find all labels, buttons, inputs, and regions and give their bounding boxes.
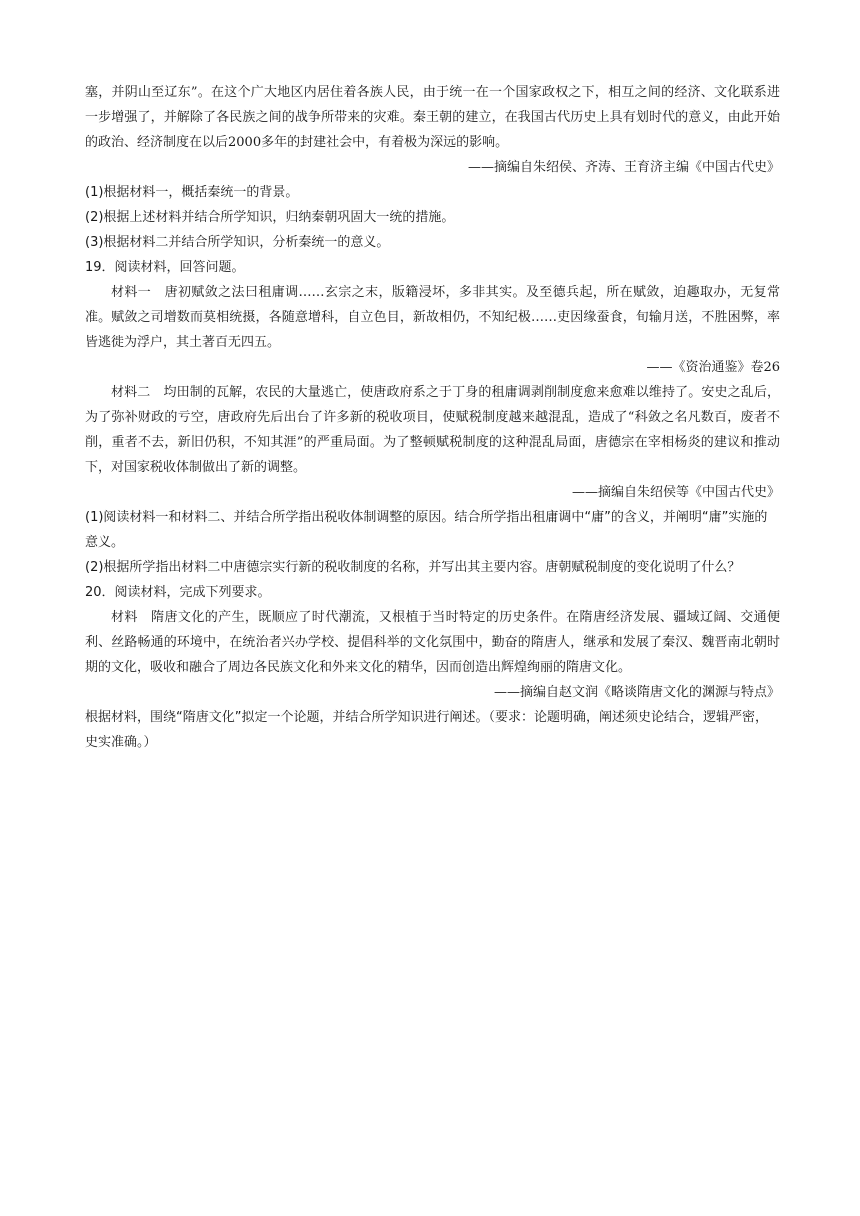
q20-heading: 20．阅读材料，完成下列要求。 — [85, 585, 271, 600]
q19-heading: 19．阅读材料，回答问题。 — [85, 260, 245, 275]
question-19-section — [85, 255, 780, 580]
q20-material: 材料 隋唐文化的产生，既顺应了时代潮流，又根植于当时特定的历史条件。在隋唐经济发展、疆域辽阔、交通便利、丝路畅通的环境中，在统治者兴办学校、提倡科举的文化氛围中，勤奋的隋唐人，继承和发展了秦汉、魏晋南北朝时期的文化，吸收和融合了周边各民族文化和外来文化的精华，因而创造出辉煌绚丽的隋唐文化。 — [85, 610, 780, 675]
q18-subquestion-2: (2)根据上述材料并结合所学知识，归纳秦朝巩固大一统的措施。 — [85, 210, 455, 225]
q19-material-1: 材料一 唐初赋敛之法曰租庸调……玄宗之末，版籍浸坏，多非其实。及至德兵起，所在赋敛，迫趣取办，无复常准。赋敛之司增数而莫相统摄，各随意增科，自立色目，新故相仍，不知纪极……吏因缘蚕食，旬输月送，不胜困弊，率皆逃徙为浮户，其土著百无四五。 — [85, 285, 780, 350]
question-18-section — [85, 80, 780, 255]
q20-source: ——摘编自赵文润《略谈隋唐文化的渊源与特点》 — [493, 685, 780, 700]
q20-task: 根据材料，围绕“隋唐文化”拟定一个论题，并结合所学知识进行阐述。（要求：论题明确，阐述须史论结合，逻辑严密，史实准确。） — [85, 710, 768, 750]
q18-subquestion-1: (1)根据材料一，概括秦统一的背景。 — [85, 185, 299, 200]
q19-material-2: 材料二 均田制的瓦解，农民的大量逃亡，使唐政府系之于丁身的租庸调剥削制度愈来愈难以维持了。安史之乱后，为了弥补财政的亏空，唐政府先后出台了许多新的税收项目，使赋税制度越来越混乱，造成了“科敛之名凡数百，废者不削，重者不去，新旧仍积，不知其涯”的严重局面。为了整顿赋税制度的这种混乱局面，唐德宗在宰相杨炎的建议和推动下，对国家税收体制做出了新的调整。 — [85, 385, 780, 475]
q19-source-2: ——摘编自朱绍侯等《中国古代史》 — [571, 485, 780, 500]
q18-material-paragraph: 塞，并阴山至辽东”。在这个广大地区内居住着各族人民，由于统一在一个国家政权之下，相互之间的经济、文化联系进一步增强了，并解除了各民族之间的战争所带来的灾难。秦王朝的建立，在我国古代历史上具有划时代的意义，由此开始的政治、经济制度在以后2000多年的封建社会中，有着极为深远的影响。 — [85, 85, 780, 150]
q19-subquestion-2: (2)根据所学指出材料二中唐德宗实行新的税收制度的名称，并写出其主要内容。唐朝赋税制度的变化说明了什么？ — [85, 560, 741, 575]
q19-subquestion-1: (1)阅读材料一和材料二、并结合所学指出税收体制调整的原因。结合所学指出租庸调中“庸”的含义，并阐明“庸”实施的意义。 — [85, 510, 768, 550]
q18-source-citation: ——摘编自朱绍侯、齐涛、王育济主编《中国古代史》 — [467, 160, 780, 175]
q19-source-1: ——《资治通鉴》卷26 — [646, 360, 780, 375]
exam-page — [85, 80, 780, 755]
question-20-section — [85, 580, 780, 755]
q18-subquestion-3: (3)根据材料二并结合所学知识，分析秦统一的意义。 — [85, 235, 390, 250]
